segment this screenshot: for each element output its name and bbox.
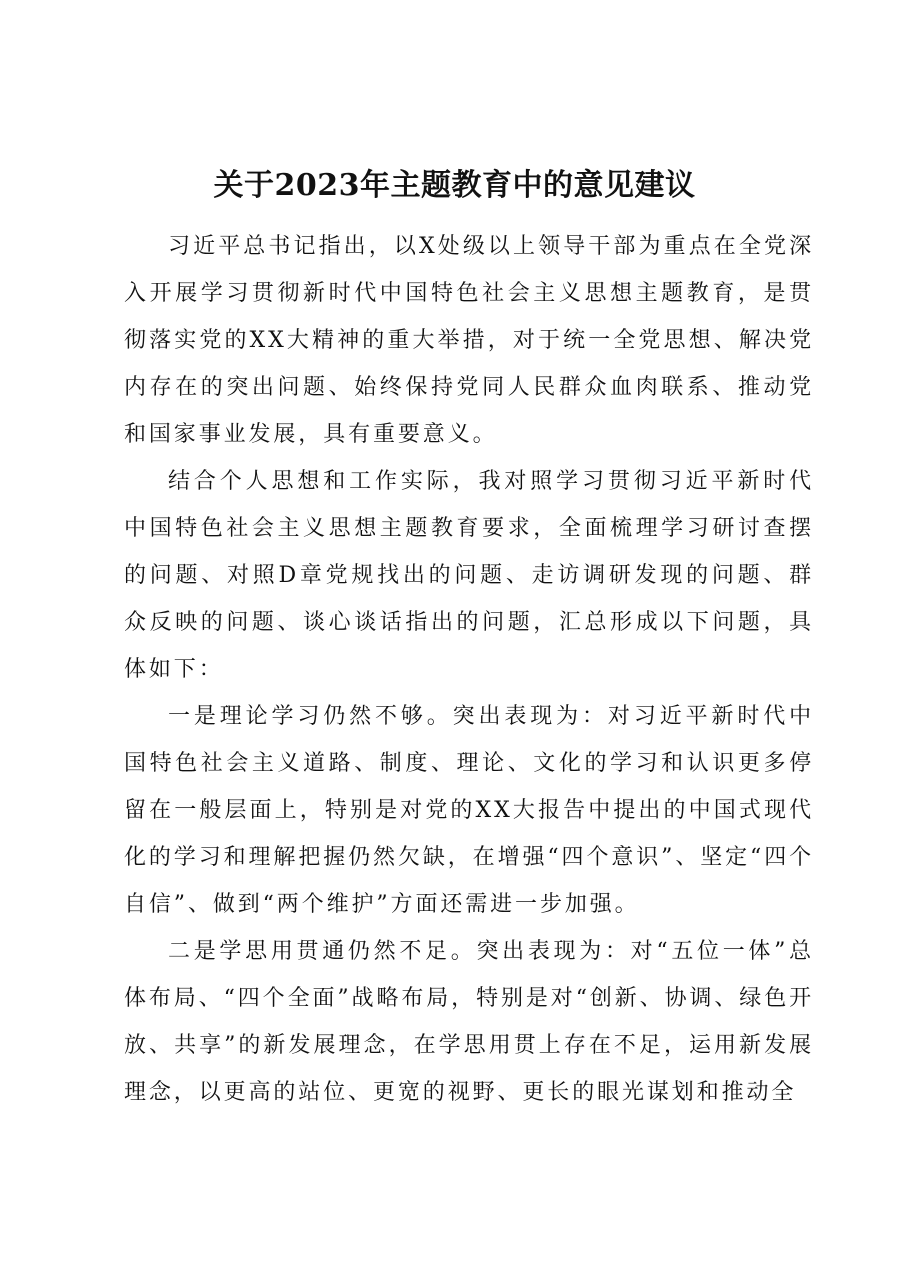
document-body	[124, 223, 814, 1116]
paragraph-issue-one: 一是理论学习仍然不够。突出表现为：对习近平新时代中国特色社会主义道路、制度、理论、文化的学习和认识更多停留在一般层面上，特别是对党的XX大报告中提出的中国式现代化的学习和理解把握仍然欠缺，在增强“四个意识”、坚定“四个自信”、做到“两个维护”方面还需进一步加强。	[124, 704, 814, 917]
paragraph-intro: 习近平总书记指出，以X处级以上领导干部为重点在全党深入开展学习贯彻新时代中国特色社会主义思想主题教育，是贯彻落实党的XX大精神的重大举措，对于统一全党思想、解决党内存在的突出问题、始终保持党同人民群众血肉联系、推动党和国家事业发展，具有重要意义。	[124, 234, 814, 447]
paragraph-summary: 结合个人思想和工作实际，我对照学习贯彻习近平新时代中国特色社会主义思想主题教育要求，全面梳理学习研讨查摆的问题、对照D章党规找出的问题、走访调研发现的问题、群众反映的问题、谈心谈话指出的问题，汇总形成以下问题，具体如下：	[124, 469, 814, 682]
paragraph-issue-two: 二是学思用贯通仍然不足。突出表现为：对“五位一体”总体布局、“四个全面”战略布局，特别是对“创新、协调、绿色开放、共享”的新发展理念，在学思用贯上存在不足，运用新发展理念，以更高的站位、更宽的视野、更长的眼光谋划和推动全	[124, 939, 814, 1105]
document-title: 关于2023年主题教育中的意见建议	[213, 168, 696, 203]
